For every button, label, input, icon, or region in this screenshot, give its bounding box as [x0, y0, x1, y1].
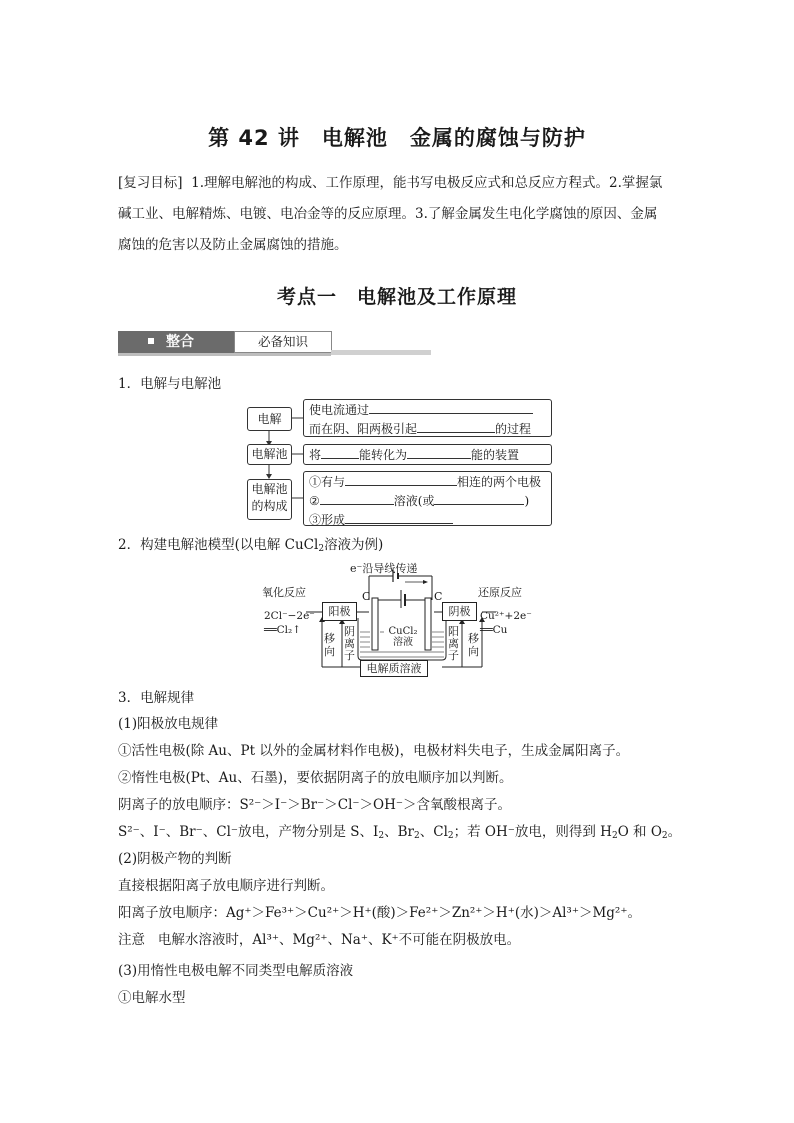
cathode-rule: 直接根据阳离子放电顺序进行判断。	[118, 878, 334, 894]
cation-2: 离	[448, 637, 459, 650]
cell-def-b: 能转化为	[359, 448, 408, 462]
def-line2-b: 的过程	[495, 422, 532, 436]
heading-2-post: 溶液为例)	[324, 537, 384, 553]
banner-tail	[331, 350, 431, 355]
banner-dark	[118, 331, 234, 353]
carbon-left: C	[362, 590, 371, 603]
anion-products-f: 。	[667, 824, 682, 840]
cation-3: 子	[448, 649, 459, 662]
def-line1-text: 使电流通过	[309, 403, 370, 417]
cation-1: 阳	[448, 625, 459, 638]
blank	[369, 400, 533, 414]
anion-order: 阴离子的放电顺序：S²⁻＞I⁻＞Br⁻＞Cl⁻＞OH⁻＞含氧酸根离子。	[118, 797, 511, 813]
subheading-3: (3)用惰性电极电解不同类型电解质溶液	[118, 963, 354, 979]
solution-line1: CuCl₂	[388, 626, 418, 637]
anion-products-a: S²⁻、I⁻、Br⁻、Cl⁻放电，产物分别是 S、I	[118, 824, 379, 840]
anion-3: 子	[344, 649, 355, 662]
cell-diagram	[262, 560, 542, 682]
electrolyte-box: 电解质溶液	[360, 660, 428, 677]
right-move-label	[468, 632, 479, 658]
note-tag: 注意	[118, 932, 145, 948]
cation-label	[448, 626, 459, 662]
subscript: 2	[447, 831, 454, 841]
anion-2: 离	[344, 637, 355, 650]
blank	[434, 491, 524, 505]
review-goal-line1: 1.理解电解池的构成、工作原理，能书写电极反应式和总反应方程式。2.掌握氯	[191, 175, 663, 191]
blank	[417, 419, 495, 433]
oxidation-eq-2: ══Cl₂↑	[264, 624, 302, 636]
reduction-eq-1: Cu²⁺+2e⁻	[480, 610, 532, 622]
anion-products	[118, 822, 681, 846]
node-composition-line1: 电解池	[251, 482, 288, 496]
blank	[320, 491, 394, 505]
subscript: 2	[611, 831, 618, 841]
comp-line2-a: ②	[309, 494, 320, 508]
anode-box: 阳极	[322, 602, 357, 621]
anion-1: 阴	[344, 625, 355, 638]
box-electrolysis-def	[303, 399, 552, 437]
reduction-label: 还原反应	[478, 586, 522, 599]
left-move-1: 移	[324, 632, 335, 645]
heading-2	[118, 535, 383, 559]
node-cell: 电解池	[247, 444, 292, 465]
cathode-box: 阴极	[442, 602, 477, 621]
note	[118, 930, 520, 950]
left-move-label	[324, 632, 335, 658]
banner-underline	[118, 353, 331, 356]
note-text: 电解水溶液时，Al³⁺、Mg²⁺、Na⁺、K⁺不可能在阴极放电。	[157, 932, 521, 948]
def-line2-a: 而在阴、阳两极引起	[309, 422, 418, 436]
heading-2-sub: 2	[318, 544, 325, 554]
anion-products-d: ；若 OH⁻放电，则得到 H	[453, 824, 612, 840]
heading-3: 3．电解规律	[118, 690, 195, 706]
review-goal-line2: 碱工业、电解精炼、电镀、电冶金等的反应原理。3.了解金属发生电化学腐蚀的原因、金属	[118, 206, 658, 222]
oxidation-eq-1: 2Cl⁻−2e⁻	[264, 610, 315, 622]
box-cell-def	[303, 444, 552, 465]
subscript: 2	[414, 831, 420, 841]
subheading-2: (2)阴极产物的判断	[118, 851, 232, 867]
oxidation-label: 氧化反应	[262, 586, 306, 599]
review-goal-line3: 腐蚀的危害以及防止金属腐蚀的措施。	[118, 237, 348, 253]
anode-rule-b: ②惰性电极(Pt、Au、石墨)，要依据阴离子的放电顺序加以判断。	[118, 770, 513, 786]
solution-line2: 溶液	[393, 637, 413, 648]
comp-line1-b: 相连的两个电极	[457, 475, 542, 489]
subscript: 2	[661, 831, 668, 841]
comp-line2-c: )	[524, 494, 530, 508]
cell-def-c: 能的装置	[471, 448, 520, 462]
cell-def-a: 将	[309, 448, 322, 462]
comp-line2-b: 溶液(或	[393, 494, 435, 508]
carbon-right: C	[434, 590, 443, 603]
comp-line3: ③形成	[309, 513, 346, 527]
review-goal-tag: [复习目标]	[118, 175, 183, 191]
blank	[321, 445, 359, 459]
banner-dark-label: 整合	[166, 334, 194, 350]
node-electrolysis: 电解	[247, 407, 292, 431]
concept-map	[247, 399, 547, 527]
page-title: 第 42 讲 电解池 金属的腐蚀与防护	[208, 126, 586, 150]
section-banner	[118, 331, 430, 355]
reduction-eq-2: ══Cu	[480, 624, 508, 636]
blank	[345, 472, 457, 486]
section-title: 考点一 电解池及工作原理	[276, 286, 517, 308]
square-bullet-icon	[148, 338, 154, 344]
cation-order: 阳离子放电顺序：Ag⁺＞Fe³⁺＞Cu²⁺＞H⁺(酸)＞Fe²⁺＞Zn²⁺＞H⁺(水)＞Al³⁺＞Mg²⁺。	[118, 905, 641, 921]
anion-label	[344, 626, 355, 662]
anion-products-b: 、Br	[384, 824, 414, 840]
subheading-1: (1)阳极放电规律	[118, 716, 219, 732]
node-composition-line2: 的构成	[251, 499, 288, 513]
blank	[345, 510, 453, 524]
heading-2-pre: 2．构建电解池模型(以电解 CuCl	[118, 537, 319, 553]
right-move-1: 移	[468, 632, 479, 645]
banner-light-label: 必备知识	[234, 331, 332, 353]
box-composition	[303, 471, 552, 526]
left-move-2: 向	[324, 645, 335, 658]
comp-line1-a: ①有与	[309, 475, 346, 489]
anion-products-c: 、Cl	[419, 824, 448, 840]
review-goal	[118, 168, 678, 261]
solution-label	[384, 626, 422, 648]
blank	[407, 445, 471, 459]
right-move-2: 向	[468, 645, 479, 658]
node-composition	[247, 479, 292, 520]
anode-rule-a: ①活性电极(除 Au、Pt 以外的金属材料作电极)，电极材料失电子，生成金属阳离子。	[118, 743, 630, 759]
type-1: ①电解水型	[118, 990, 186, 1006]
subscript: 2	[378, 831, 385, 841]
heading-1: 1．电解与电解池	[118, 376, 222, 392]
anion-products-e: O 和 O	[617, 824, 662, 840]
wire-label: e⁻沿导线传递	[350, 562, 418, 575]
